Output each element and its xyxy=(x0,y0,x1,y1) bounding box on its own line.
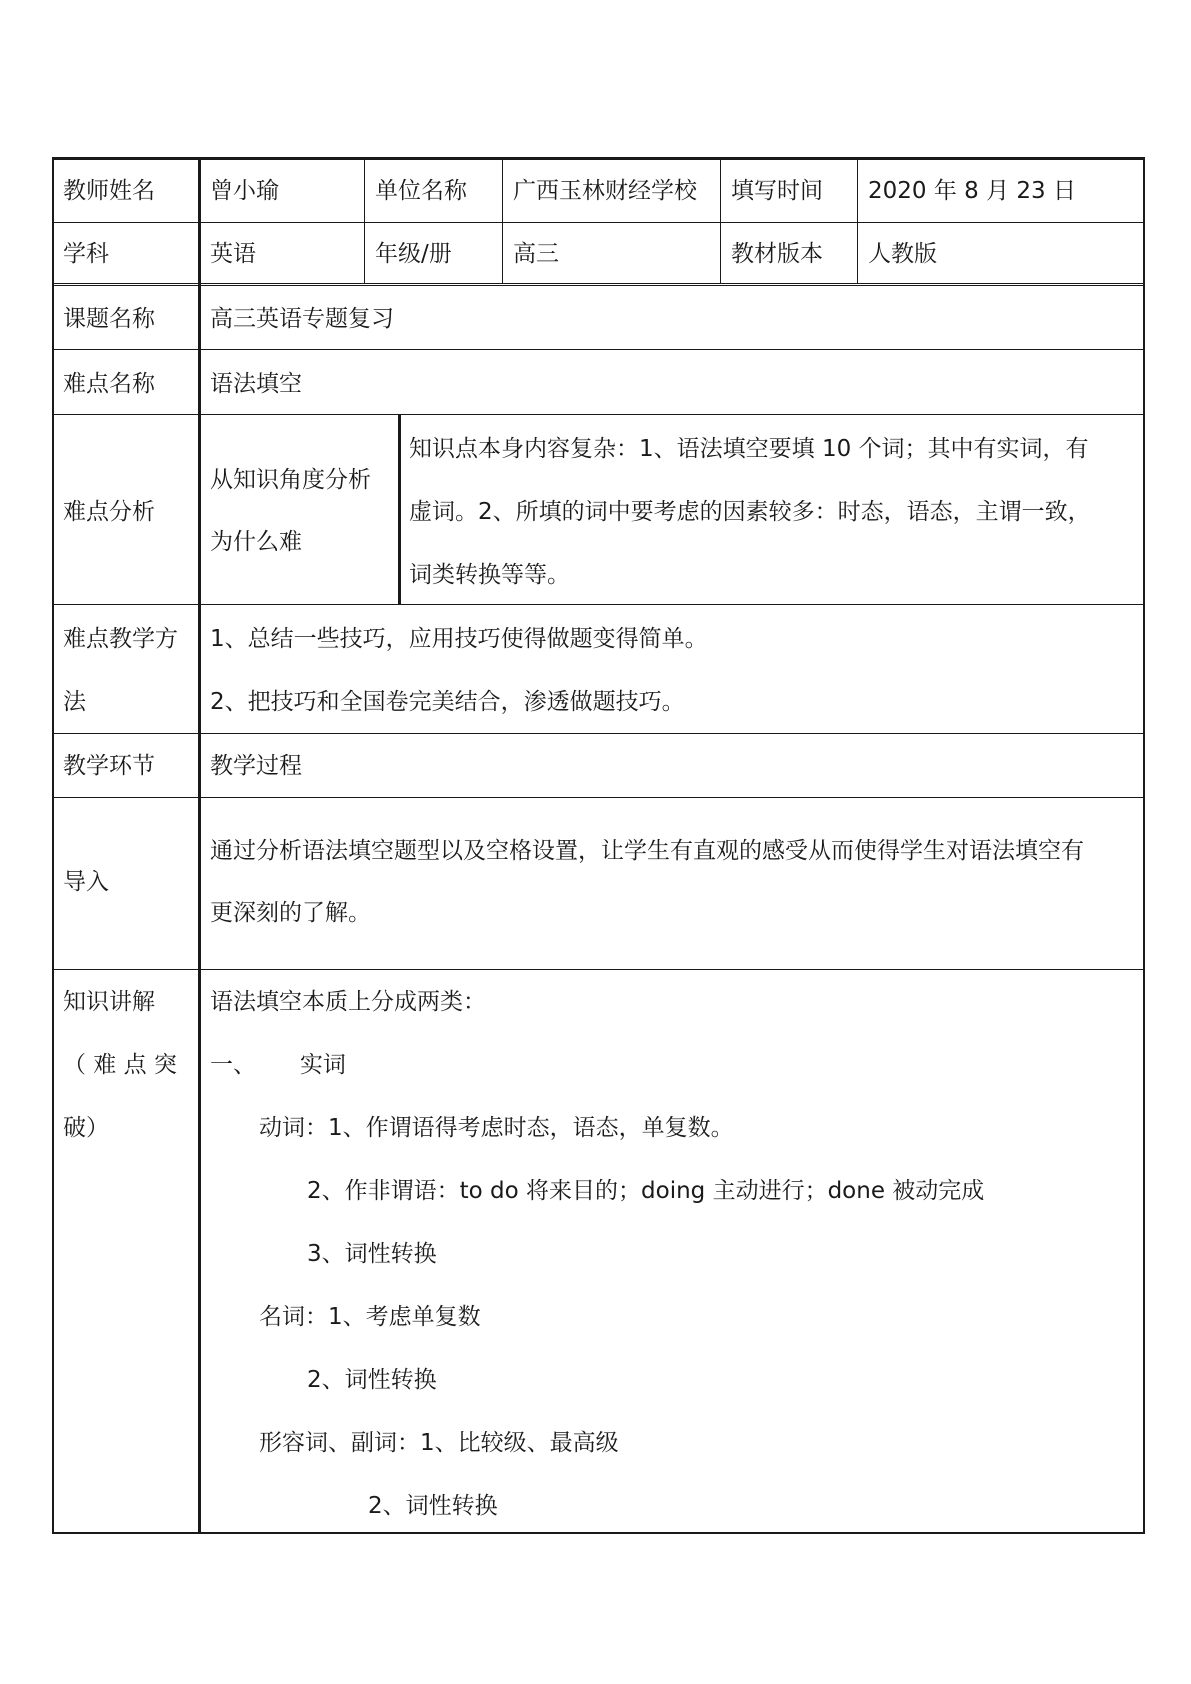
knowledge-line: 动词：1、作谓语得考虑时态，语态，单复数。 xyxy=(259,1115,734,1141)
analysis-sub-label: 从知识角度分析 xyxy=(210,467,371,493)
analysis-text-line: 知识点本身内容复杂：1、语法填空要填 10 个词；其中有实词，有 xyxy=(409,436,1089,462)
grade-label: 年级/册 xyxy=(375,241,452,267)
intro-label: 导入 xyxy=(63,869,109,895)
subject-value: 英语 xyxy=(210,241,256,267)
topic-value: 高三英语专题复习 xyxy=(210,306,394,332)
analysis-text-line: 虚词。2、所填的词中要考虑的因素较多：时态，语态，主谓一致， xyxy=(409,499,1091,525)
date-label: 填写时间 xyxy=(731,178,823,204)
method-label: 法 xyxy=(63,689,86,715)
analysis-text-line: 词类转换等等。 xyxy=(409,562,570,588)
label-column-divider xyxy=(198,158,201,1534)
row-divider xyxy=(52,733,1145,734)
knowledge-line: 形容词、副词：1、比较级、最高级 xyxy=(259,1430,619,1456)
knowledge-line: 名词：1、考虑单复数 xyxy=(259,1304,481,1330)
knowledge-label: 知识讲解 xyxy=(63,989,155,1015)
teacher-name: 曾小瑜 xyxy=(210,178,279,204)
method-text-line: 1、总结一些技巧，应用技巧使得做题变得简单。 xyxy=(210,626,708,652)
difficulty-value: 语法填空 xyxy=(210,371,302,397)
grade-value: 高三 xyxy=(513,241,559,267)
unit-label: 单位名称 xyxy=(375,178,467,204)
column-divider xyxy=(720,158,721,284)
process-label: 教学环节 xyxy=(63,753,155,779)
intro-text-line: 更深刻的了解。 xyxy=(210,900,371,926)
column-divider xyxy=(502,158,503,284)
analysis-sub-divider xyxy=(398,414,401,604)
teacher-label: 教师姓名 xyxy=(63,178,155,204)
knowledge-line: 2、作非谓语：to do 将来目的；doing 主动进行；done 被动完成 xyxy=(307,1178,985,1204)
difficulty-label: 难点名称 xyxy=(63,371,155,397)
knowledge-label: 破） xyxy=(63,1115,109,1141)
topic-label: 课题名称 xyxy=(63,306,155,332)
unit-name: 广西玉林财经学校 xyxy=(513,178,697,204)
row-divider xyxy=(52,797,1145,798)
knowledge-line: 3、词性转换 xyxy=(307,1241,437,1267)
knowledge-label: （ 难 点 突 xyxy=(63,1052,177,1078)
column-divider xyxy=(857,158,858,284)
date-value: 2020 年 8 月 23 日 xyxy=(868,178,1076,204)
intro-text-line: 通过分析语法填空题型以及空格设置，让学生有直观的感受从而使得学生对语法填空有 xyxy=(210,838,1084,864)
knowledge-line: 语法填空本质上分成两类： xyxy=(210,989,486,1015)
row-divider xyxy=(52,969,1145,970)
knowledge-line: 一、 实词 xyxy=(210,1052,346,1078)
knowledge-line: 2、词性转换 xyxy=(368,1493,498,1519)
row-divider xyxy=(52,604,1145,605)
analysis-sub-label: 为什么难 xyxy=(210,529,302,555)
process-value: 教学过程 xyxy=(210,753,302,779)
subject-label: 学科 xyxy=(63,241,109,267)
edition-label: 教材版本 xyxy=(731,241,823,267)
knowledge-line: 2、词性转换 xyxy=(307,1367,437,1393)
method-text-line: 2、把技巧和全国卷完美结合，渗透做题技巧。 xyxy=(210,689,685,715)
analysis-label: 难点分析 xyxy=(63,499,155,525)
method-label: 难点教学方 xyxy=(63,626,178,652)
edition-value: 人教版 xyxy=(868,241,937,267)
column-divider xyxy=(364,158,365,284)
